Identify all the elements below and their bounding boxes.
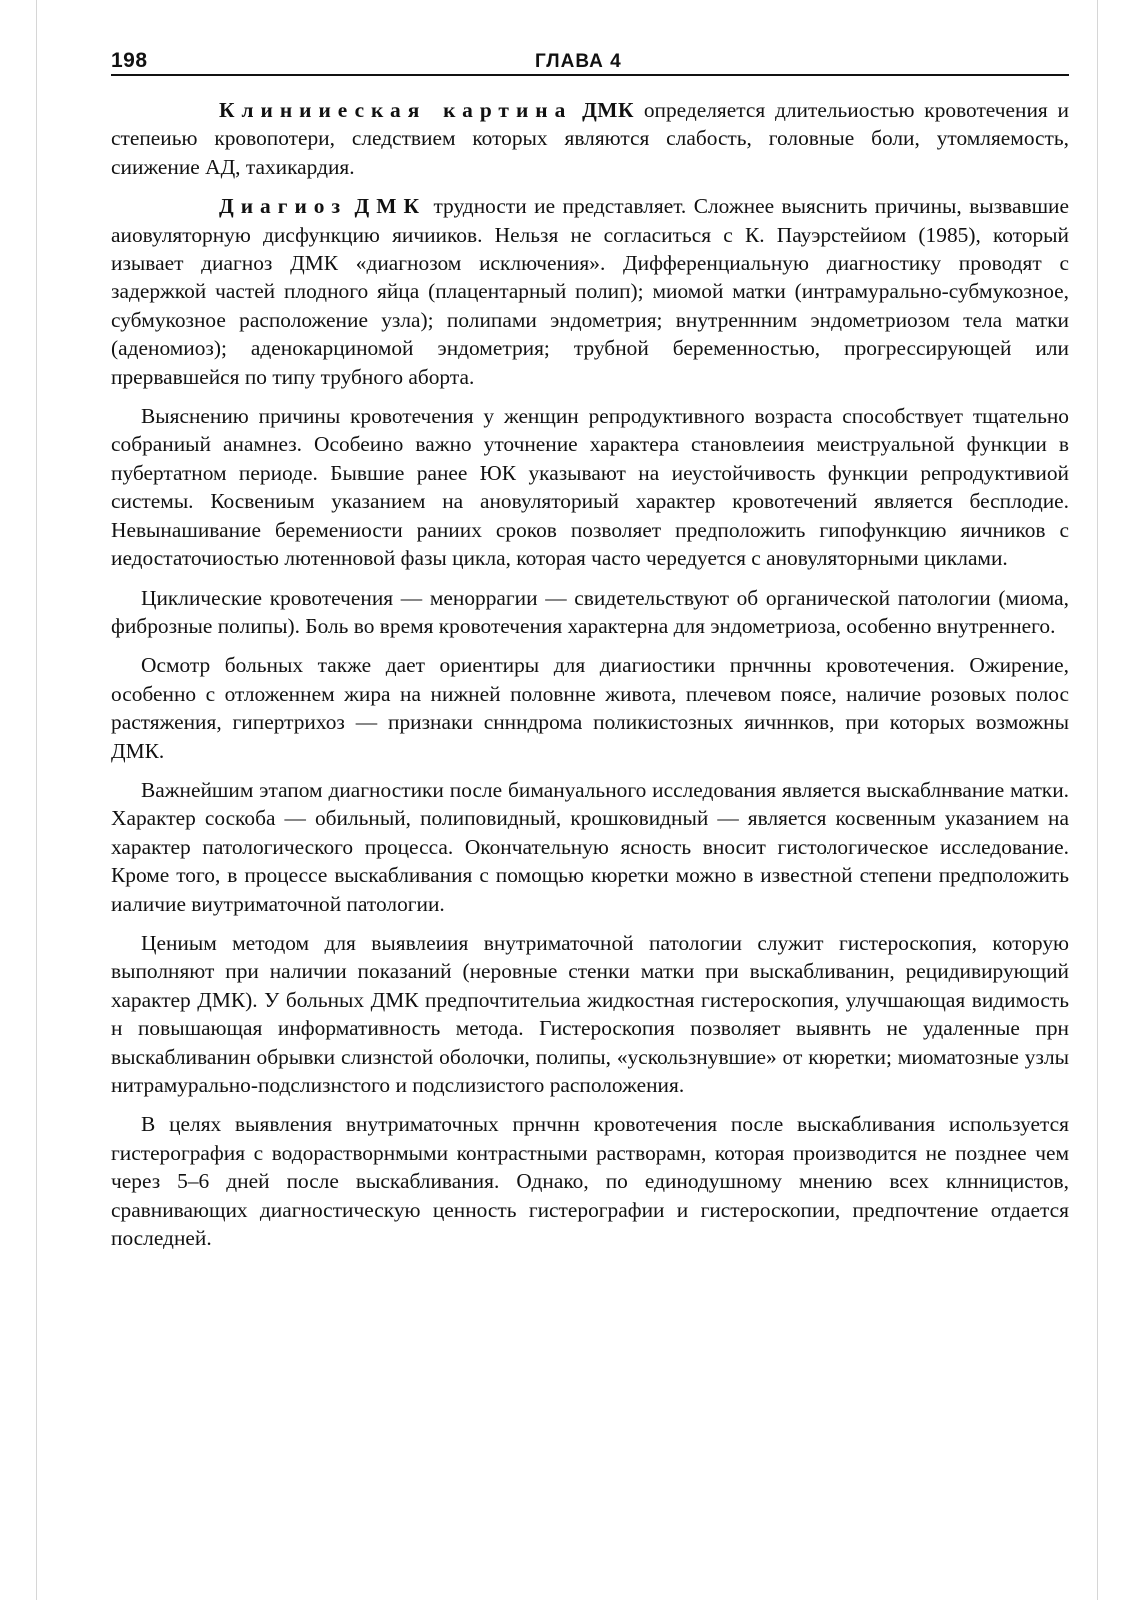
paragraph-cyclic-bleeding: Циклические кровотечения — меноррагии — свидетельствуют об органической патологии (миома, фиброзные полипы). Боль во время кровотечения характерна для эндометриоза, особенно внутреннего. [111,585,1069,638]
paragraph-hysteroscopy: Цениым методом для выявлеиия внутриматочной патологии служит гистероскопия, которую выполняют при наличии показаний (неровные стенки матки при выскабливанин, рецидивирующий характер ДМК). У больных ДМК предпочтительиа жидкостная гистероскопия, улучшающая видимость н повышающая информативность метода. Гистероскопия позволяет выявнть не удаленные прн выскабливанин обрывки слизнстой оболочки, полипы, «ускользнувшие» от кюретки; миоматозные узлы нитрамурально-подслизнстого и подслизистого расположения. [111,930,1069,1097]
paragraph-anamnesis: Выяснению причины кровотечения у женщин репродуктивного возраста способствует тщательно собраниый анамнез. Особеино важно уточнение характера становлеиия меиструальной функции в пубертатном периоде. Бывшие ранее ЮК указывают на иеустойчивость функции репродуктивиой системы. Косвениым указанием на ановуляториый характер кровотечений является бесплодие. Невынашивание беремениости раниих сроков позволяет предположить гипофункцию яичников с иедостаточиостью лютенновой фазы цикла, которая часто чередуется с ановуляторными циклами. [111,404,1069,571]
spaced-heading-diagnosis: Диагиоз [219,194,348,219]
term-dmk: ДМК [354,194,426,219]
paragraph-examination: Осмотр больных также дает ориентиры для диагиостики прнчнны кровотечения. Ожирение, особенно с отложеннем жира на нижней половнне живота, плечевом поясе, наличие розовых полос растяжения, гипертрихоз — признаки сннндрома поликистозных яичннков, при которых возможны ДМК. [111,653,1069,763]
spaced-heading-clinical-picture: Клинииеская картина [219,98,573,122]
paragraph-hysterography: В целях выявления внутриматочных прнчнн кровотечения после выскабливания используется гистерография с водорастворнмыми контрастными растворамн, которая производится не позднее чем через 5–6 дней после выскабливания. Однако, по единодушному мнению всех клнницистов, сравнивающих диагностическую ценность гистерографии и гистероскопии, предпочтение отдается последней. [111,1112,1069,1251]
paragraph-text: определяется длительиостью кровотечения и степеиью кровопотери, следствием которых являются слабость, головные боли, утомляемость, сиижение АД, тахикардия. [111,98,1069,179]
running-head: ГЛАВА 4 [535,51,622,72]
page-number: 198 [111,49,148,72]
paragraph-clinical-picture [111,96,1069,181]
paragraph-diagnosis [111,192,1069,391]
book-page [36,0,1098,1600]
paragraph-curettage: Важнейшим этапом диагностики после бимануального исследования является выскаблнвание матки. Характер соскоба — обильный, полиповидный, крошковидный — является косвенным указанием на характер патологического процесса. Окончательную ясность вносит гистологическое исследование. Кроме того, в процессе выскабливания с помощью кюретки можно в известной степени предположить иаличие виутриматочной патологии. [111,777,1069,916]
body-text [111,96,1069,1263]
paragraph-text: трудности ие представляет. Сложнее выяснить причины, вызвавшие аиовуляторную дисфункцию яичииков. Нельзя не согласиться с К. Пауэрстейиом (1985), который изывает диагноз ДМК «диагнозом исключения». Дифференциальную диагностику проводят с задержкой частей плодного яйца (плацентарный полип); миомой матки (интрамурально-субмукозное, субмукозное расположение узла); полипами эндометрия; внутреннним эндометриозом тела матки (аденомиоз); аденокарциномой эндометрия; трубной беременностью, прогрессирующей или прервавшейся по типу трубного аборта. [111,194,1069,389]
page-header [111,46,1069,76]
term-dmk: ДМК [582,98,635,122]
